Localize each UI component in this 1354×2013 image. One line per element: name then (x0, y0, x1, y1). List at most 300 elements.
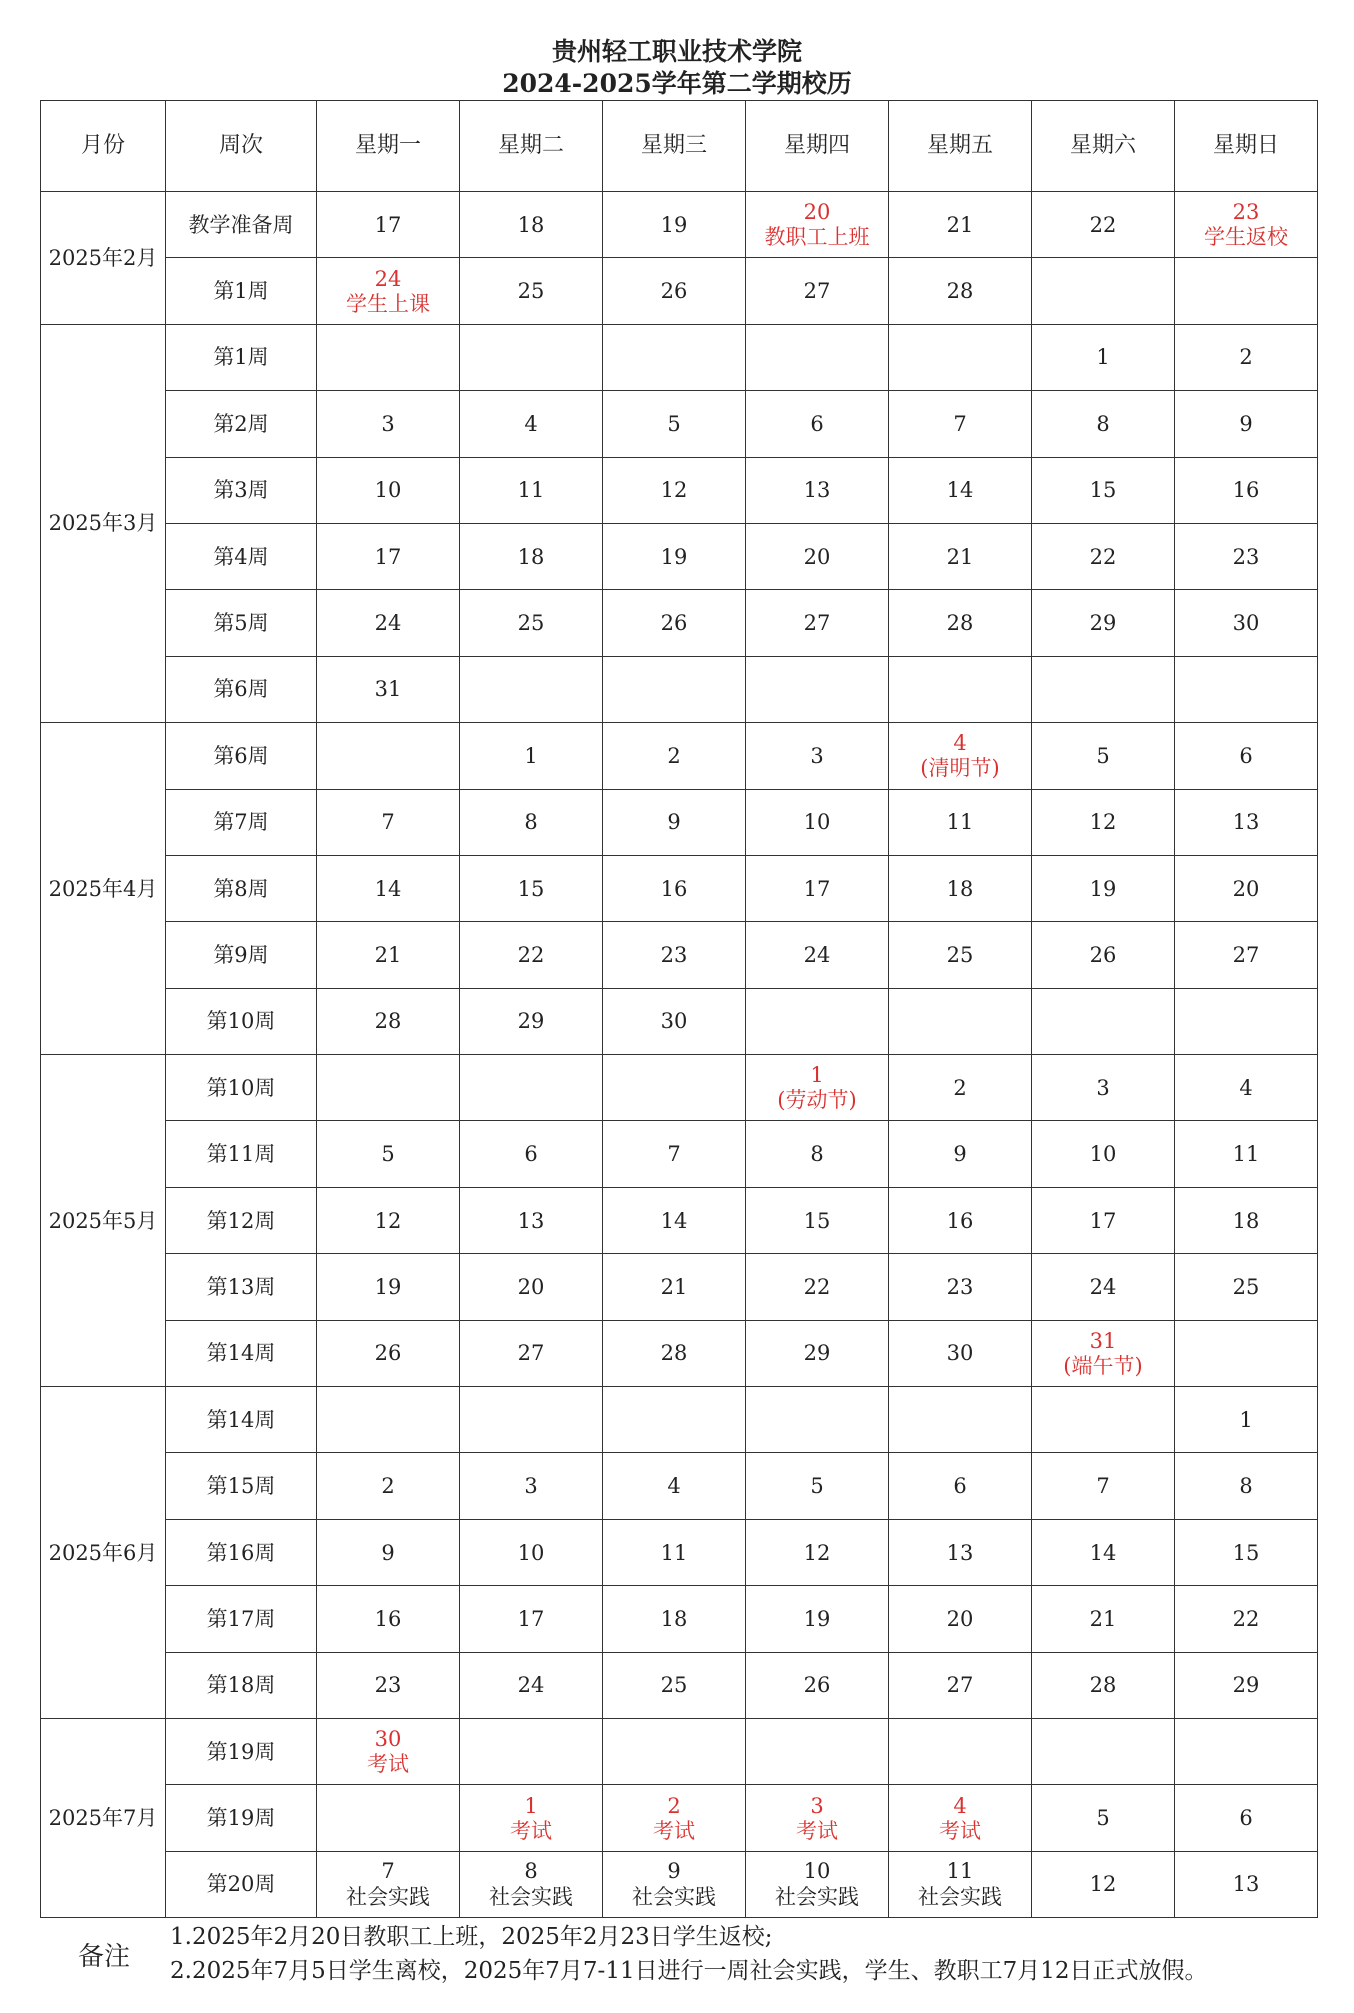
day-cell (460, 324, 603, 390)
day-number: 10 (803, 1859, 831, 1884)
day-number: 11 (517, 478, 545, 503)
day-cell (460, 1121, 603, 1187)
month-cell: 2025年4月 (41, 723, 166, 1055)
day-number: 2 (953, 1075, 967, 1100)
month-cell: 2025年5月 (41, 1055, 166, 1387)
week-row (41, 723, 1318, 789)
day-number: 18 (1232, 1208, 1260, 1233)
week-cell: 第11周 (166, 1121, 317, 1187)
day-cell (603, 324, 746, 390)
day-cell (1032, 1453, 1175, 1519)
day-number: 6 (1239, 743, 1253, 768)
day-cell (1175, 258, 1318, 324)
day-cell (1175, 1519, 1318, 1585)
day-number: 9 (667, 810, 681, 835)
day-cell (746, 1519, 889, 1585)
day-number: 9 (667, 1859, 681, 1884)
week-row (41, 1320, 1318, 1386)
day-cell (746, 1652, 889, 1718)
week-row (41, 523, 1318, 589)
day-number: 31 (374, 677, 402, 702)
day-number: 28 (660, 1341, 688, 1366)
day-cell (746, 789, 889, 855)
day-cell (1175, 1387, 1318, 1453)
day-cell (1032, 391, 1175, 457)
day-number: 12 (1089, 810, 1117, 835)
month-cell: 2025年7月 (41, 1718, 166, 1917)
day-number: 30 (1232, 611, 1260, 636)
column-header: 月份 (41, 101, 166, 192)
day-number: 7 (381, 1859, 395, 1884)
day-cell (889, 1519, 1032, 1585)
week-cell: 第14周 (166, 1320, 317, 1386)
day-number: 20 (1232, 876, 1260, 901)
day-number: 8 (1096, 411, 1110, 436)
week-row (41, 590, 1318, 656)
day-cell (460, 922, 603, 988)
day-number: 19 (660, 544, 688, 569)
day-cell (746, 258, 889, 324)
event-label: 考试 (939, 1818, 981, 1843)
day-cell (317, 1652, 460, 1718)
day-number: 2 (1239, 345, 1253, 370)
month-cell: 2025年6月 (41, 1387, 166, 1719)
day-cell (746, 1851, 889, 1917)
day-cell (1032, 988, 1175, 1054)
day-cell (603, 855, 746, 921)
day-number: 2 (667, 1793, 681, 1818)
day-cell (746, 457, 889, 523)
day-number: 27 (803, 611, 831, 636)
day-cell (746, 1785, 889, 1851)
day-cell (889, 324, 1032, 390)
day-number: 17 (1089, 1208, 1117, 1233)
week-row (41, 1652, 1318, 1718)
day-cell (317, 523, 460, 589)
day-cell (317, 258, 460, 324)
day-cell (460, 457, 603, 523)
day-cell (460, 1851, 603, 1917)
day-number: 10 (374, 478, 402, 503)
column-header: 周次 (166, 101, 317, 192)
day-cell (1032, 1851, 1175, 1917)
day-cell (889, 590, 1032, 656)
day-cell (603, 1055, 746, 1121)
day-cell (603, 789, 746, 855)
day-cell (1175, 391, 1318, 457)
day-number: 18 (517, 212, 545, 237)
week-row (41, 457, 1318, 523)
day-cell (1175, 1785, 1318, 1851)
day-number: 5 (810, 1474, 824, 1499)
day-number: 15 (1089, 478, 1117, 503)
day-number: 5 (667, 411, 681, 436)
day-number: 3 (524, 1474, 538, 1499)
day-number: 19 (660, 212, 688, 237)
day-number: 24 (517, 1673, 545, 1698)
event-label: (劳动节) (777, 1088, 857, 1113)
event-label: 考试 (367, 1752, 409, 1777)
day-number: 2 (381, 1474, 395, 1499)
day-cell (1175, 1718, 1318, 1784)
day-number: 26 (1089, 942, 1117, 967)
day-cell (889, 1718, 1032, 1784)
day-number: 23 (660, 942, 688, 967)
day-number: 11 (1232, 1142, 1260, 1167)
day-cell (317, 1453, 460, 1519)
day-number: 18 (946, 876, 974, 901)
day-cell (889, 1453, 1032, 1519)
event-label: (端午节) (1063, 1353, 1143, 1378)
day-number: 14 (1089, 1540, 1117, 1565)
day-number: 3 (810, 743, 824, 768)
day-number: 22 (1089, 212, 1117, 237)
day-cell (317, 457, 460, 523)
day-number: 13 (1232, 1872, 1260, 1897)
day-cell (889, 192, 1032, 258)
day-number: 25 (1232, 1274, 1260, 1299)
day-cell (317, 1055, 460, 1121)
event-label: 考试 (796, 1818, 838, 1843)
day-cell (317, 1320, 460, 1386)
week-cell: 第13周 (166, 1254, 317, 1320)
day-number: 4 (667, 1474, 681, 1499)
activity-label: 社会实践 (489, 1885, 573, 1910)
column-header: 星期二 (460, 101, 603, 192)
note-line-2: 2.2025年7月5日学生离校，2025年7月7-11日进行一周社会实践，学生、教职工7月12日正式放假。 (170, 1958, 1208, 1984)
day-number: 12 (803, 1540, 831, 1565)
day-cell (603, 1652, 746, 1718)
day-cell (1032, 1519, 1175, 1585)
page-title: 贵州轻工职业技术学院 (551, 37, 802, 66)
day-number: 12 (374, 1208, 402, 1233)
day-cell (1175, 1851, 1318, 1917)
day-cell (889, 988, 1032, 1054)
day-number: 17 (374, 544, 402, 569)
week-row (41, 1785, 1318, 1851)
day-cell (746, 1187, 889, 1253)
week-row (41, 1055, 1318, 1121)
day-cell (1175, 988, 1318, 1054)
day-cell (317, 1187, 460, 1253)
day-cell (1175, 922, 1318, 988)
day-cell (1032, 324, 1175, 390)
day-number: 13 (1232, 810, 1260, 835)
day-number: 24 (374, 611, 402, 636)
day-number: 24 (1089, 1274, 1117, 1299)
day-number: 6 (953, 1474, 967, 1499)
week-cell: 第15周 (166, 1453, 317, 1519)
day-cell (1032, 192, 1175, 258)
day-number: 1 (524, 743, 538, 768)
day-number: 2 (667, 743, 681, 768)
day-cell (746, 1453, 889, 1519)
day-number: 29 (1232, 1673, 1260, 1698)
day-number: 19 (374, 1274, 402, 1299)
day-number: 9 (953, 1142, 967, 1167)
day-cell (317, 192, 460, 258)
day-cell (889, 1320, 1032, 1386)
day-number: 5 (381, 1142, 395, 1167)
week-row (41, 1586, 1318, 1652)
day-number: 10 (1089, 1142, 1117, 1167)
week-cell: 第1周 (166, 258, 317, 324)
week-cell: 第10周 (166, 1055, 317, 1121)
day-number: 16 (660, 876, 688, 901)
day-cell (1032, 922, 1175, 988)
day-number: 27 (1232, 942, 1260, 967)
day-number: 25 (660, 1673, 688, 1698)
day-cell (460, 723, 603, 789)
day-number: 20 (946, 1606, 974, 1631)
day-cell (603, 1187, 746, 1253)
day-cell (603, 1320, 746, 1386)
week-cell: 第14周 (166, 1387, 317, 1453)
day-number: 10 (803, 810, 831, 835)
day-number: 1 (524, 1793, 538, 1818)
day-number: 3 (810, 1793, 824, 1818)
day-cell (1032, 1387, 1175, 1453)
week-cell: 第5周 (166, 590, 317, 656)
week-row (41, 192, 1318, 258)
day-cell (746, 192, 889, 258)
day-cell (317, 324, 460, 390)
day-number: 10 (517, 1540, 545, 1565)
day-cell (317, 1718, 460, 1784)
day-cell (460, 192, 603, 258)
day-cell (603, 1851, 746, 1917)
day-number: 28 (946, 279, 974, 304)
day-number: 3 (1096, 1075, 1110, 1100)
day-cell (460, 1652, 603, 1718)
day-cell (889, 1785, 1032, 1851)
day-number: 24 (374, 266, 402, 291)
day-number: 6 (810, 411, 824, 436)
day-cell (603, 258, 746, 324)
day-number: 29 (517, 1009, 545, 1034)
day-number: 5 (1096, 1806, 1110, 1831)
day-cell (460, 1453, 603, 1519)
day-number: 18 (517, 544, 545, 569)
day-cell (603, 1254, 746, 1320)
day-number: 31 (1089, 1328, 1117, 1353)
day-number: 25 (946, 942, 974, 967)
day-number: 13 (803, 478, 831, 503)
column-header: 星期日 (1175, 101, 1318, 192)
day-cell (317, 988, 460, 1054)
day-cell (460, 855, 603, 921)
week-cell: 第10周 (166, 988, 317, 1054)
day-cell (889, 391, 1032, 457)
day-number: 30 (374, 1727, 402, 1752)
day-cell (460, 258, 603, 324)
day-cell (460, 1718, 603, 1784)
week-cell: 第1周 (166, 324, 317, 390)
day-number: 1 (1096, 345, 1110, 370)
day-number: 7 (1096, 1474, 1110, 1499)
day-number: 22 (803, 1274, 831, 1299)
day-cell (1175, 192, 1318, 258)
day-cell (317, 656, 460, 722)
day-cell (889, 1121, 1032, 1187)
day-cell (460, 1055, 603, 1121)
day-cell (1175, 789, 1318, 855)
day-cell (889, 789, 1032, 855)
day-cell (746, 1586, 889, 1652)
day-number: 14 (374, 876, 402, 901)
day-cell (1175, 855, 1318, 921)
day-cell (889, 922, 1032, 988)
day-number: 21 (374, 942, 402, 967)
day-cell (603, 1718, 746, 1784)
event-label: 学生返校 (1204, 225, 1288, 250)
week-cell: 第9周 (166, 922, 317, 988)
week-cell: 第3周 (166, 457, 317, 523)
day-cell (746, 1055, 889, 1121)
day-number: 23 (946, 1274, 974, 1299)
day-number: 15 (517, 876, 545, 901)
day-cell (460, 1586, 603, 1652)
week-cell: 第19周 (166, 1718, 317, 1784)
day-cell (317, 590, 460, 656)
day-cell (460, 1519, 603, 1585)
day-cell (317, 1785, 460, 1851)
day-cell (1175, 523, 1318, 589)
day-cell (746, 1320, 889, 1386)
day-cell (603, 656, 746, 722)
day-number: 12 (660, 478, 688, 503)
day-number: 12 (1089, 1872, 1117, 1897)
day-cell (317, 1387, 460, 1453)
day-number: 20 (517, 1274, 545, 1299)
column-header: 星期一 (317, 101, 460, 192)
day-number: 29 (803, 1341, 831, 1366)
week-row (41, 656, 1318, 722)
day-cell (1175, 457, 1318, 523)
event-label: 考试 (510, 1818, 552, 1843)
day-cell (603, 988, 746, 1054)
day-cell (603, 1121, 746, 1187)
day-cell (1175, 1055, 1318, 1121)
day-cell (1032, 789, 1175, 855)
day-number: 8 (524, 1859, 538, 1884)
activity-label: 社会实践 (775, 1885, 859, 1910)
day-cell (317, 789, 460, 855)
day-number: 8 (810, 1142, 824, 1167)
day-cell (1175, 1586, 1318, 1652)
day-cell (746, 855, 889, 921)
day-number: 22 (1089, 544, 1117, 569)
day-cell (603, 723, 746, 789)
day-cell (603, 1387, 746, 1453)
day-number: 3 (381, 411, 395, 436)
day-cell (317, 1851, 460, 1917)
day-cell (889, 457, 1032, 523)
day-number: 9 (381, 1540, 395, 1565)
day-cell (603, 590, 746, 656)
day-cell (746, 1718, 889, 1784)
day-number: 23 (374, 1673, 402, 1698)
header-row (41, 101, 1318, 192)
day-cell (603, 1519, 746, 1585)
event-label: 教职工上班 (764, 225, 870, 250)
day-cell (746, 324, 889, 390)
day-cell (1032, 523, 1175, 589)
week-row (41, 1254, 1318, 1320)
day-number: 21 (660, 1274, 688, 1299)
day-number: 16 (946, 1208, 974, 1233)
day-number: 27 (946, 1673, 974, 1698)
day-cell (603, 457, 746, 523)
week-row (41, 1121, 1318, 1187)
day-cell (317, 855, 460, 921)
day-number: 8 (524, 810, 538, 835)
day-number: 20 (803, 200, 831, 225)
day-cell (1175, 1254, 1318, 1320)
day-cell (1032, 1652, 1175, 1718)
day-cell (889, 1254, 1032, 1320)
day-number: 26 (660, 279, 688, 304)
day-number: 24 (803, 942, 831, 967)
day-cell (317, 391, 460, 457)
day-cell (889, 523, 1032, 589)
note-line-1: 1.2025年2月20日教职工上班，2025年2月23日学生返校; (170, 1924, 773, 1950)
day-cell (603, 1453, 746, 1519)
day-cell (889, 1387, 1032, 1453)
day-cell (889, 1055, 1032, 1121)
week-row (41, 789, 1318, 855)
day-number: 22 (517, 942, 545, 967)
week-cell: 第20周 (166, 1851, 317, 1917)
week-row (41, 258, 1318, 324)
day-number: 4 (1239, 1075, 1253, 1100)
day-number: 26 (803, 1673, 831, 1698)
day-cell (460, 656, 603, 722)
day-cell (1175, 1652, 1318, 1718)
week-cell: 第19周 (166, 1785, 317, 1851)
day-number: 7 (953, 411, 967, 436)
day-cell (317, 1121, 460, 1187)
day-number: 6 (524, 1142, 538, 1167)
day-number: 16 (1232, 478, 1260, 503)
day-cell (746, 1387, 889, 1453)
day-number: 6 (1239, 1806, 1253, 1831)
day-cell (1032, 1254, 1175, 1320)
day-number: 11 (946, 810, 974, 835)
week-cell: 第6周 (166, 656, 317, 722)
day-cell (1175, 324, 1318, 390)
day-cell (889, 1187, 1032, 1253)
day-number: 21 (946, 544, 974, 569)
week-row (41, 1453, 1318, 1519)
day-cell (603, 523, 746, 589)
week-row (41, 391, 1318, 457)
day-cell (460, 1785, 603, 1851)
week-row (41, 922, 1318, 988)
day-number: 18 (660, 1606, 688, 1631)
day-cell (1032, 590, 1175, 656)
day-cell (889, 1652, 1032, 1718)
day-number: 20 (803, 544, 831, 569)
day-cell (460, 1387, 603, 1453)
day-cell (460, 1254, 603, 1320)
week-row (41, 1387, 1318, 1453)
day-number: 25 (517, 279, 545, 304)
week-cell: 第7周 (166, 789, 317, 855)
day-number: 23 (1232, 544, 1260, 569)
day-number: 8 (1239, 1474, 1253, 1499)
day-number: 13 (517, 1208, 545, 1233)
